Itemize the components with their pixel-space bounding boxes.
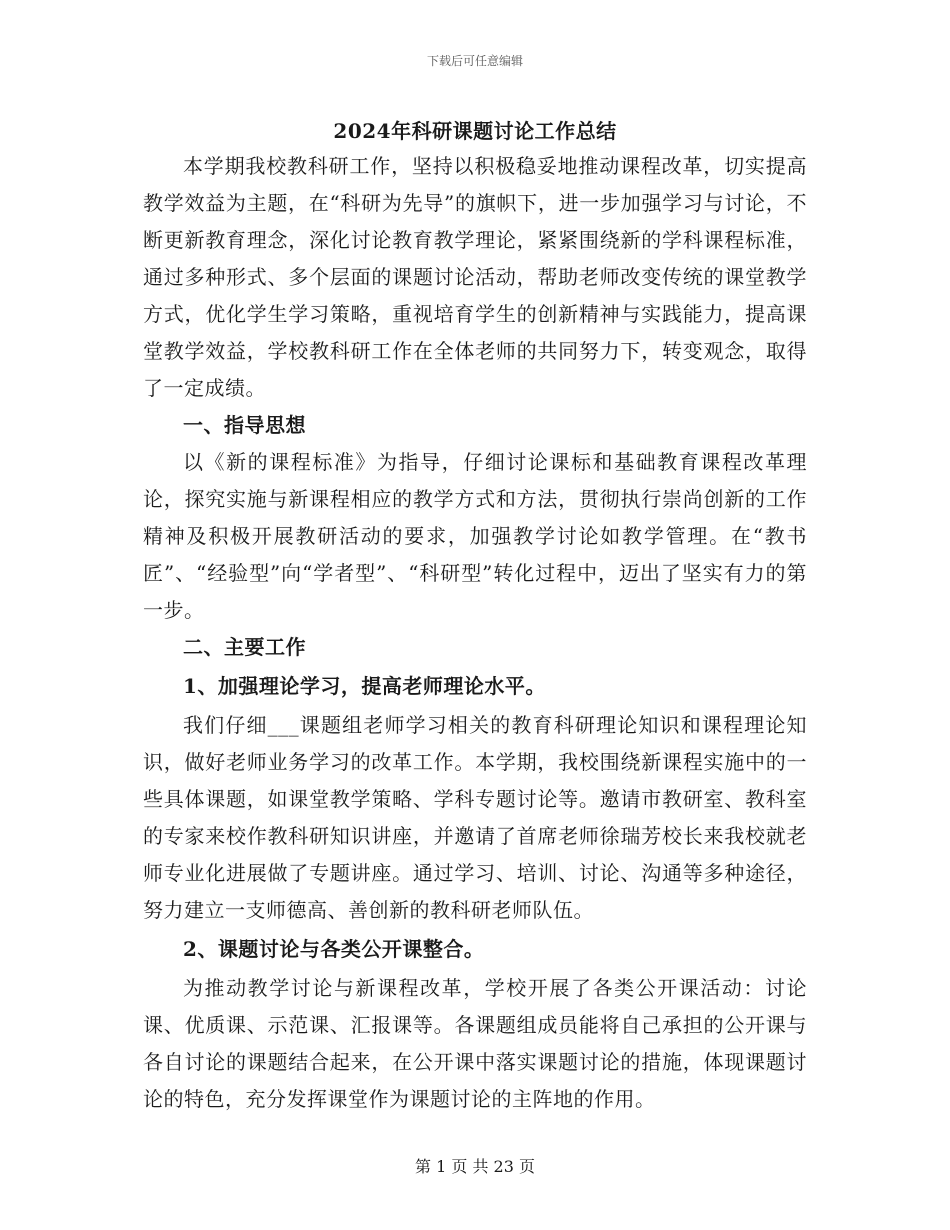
open-class-paragraph: 为推动教学讨论与新课程改革，学校开展了各类公开课活动：讨论课、优质课、示范课、汇报课等。各课题组成员能将自己承担的公开课与各自讨论的课题结合起来，在公开课中落实课题讨论的措施，体现课题讨论的特色，充分发挥课堂作为课题讨论的主阵地的作用。 — [143, 976, 807, 1111]
sub-heading-open-class: 2、课题讨论与各类公开课整合。 — [183, 937, 485, 961]
document-body — [143, 148, 807, 1118]
document-title: 2024年科研课题讨论工作总结 — [333, 119, 617, 143]
guiding-ideology-paragraph: 以《新的课程标准》为指导，仔细讨论课标和基础教育课程改革理论，探究实施与新课程相应的教学方式和方法，贯彻执行崇尚创新的工作精神及积极开展教研活动的要求，加强教学讨论如教学管理。在“教书匠”、“经验型”向“学者型”、“科研型”转化过程中，迈出了坚实有力的第一步。 — [143, 450, 807, 622]
section-heading-main-work: 二、主要工作 — [183, 635, 306, 659]
header-note: 下载后可任意编辑 — [426, 54, 523, 68]
section-heading-guiding-ideology: 一、指导思想 — [183, 413, 306, 437]
intro-paragraph: 本学期我校教科研工作，坚持以积极稳妥地推动课程改革，切实提高教学效益为主题，在“科研为先导”的旗帜下，进一步加强学习与讨论，不断更新教育理念，深化讨论教育教学理论，紧紧围绕新的学科课程标准，通过多种形式、多个层面的课题讨论活动，帮助老师改变传统的课堂教学方式，优化学生学习策略，重视培育学生的创新精神与实践能力，提高课堂教学效益，学校教科研工作在全体老师的共同努力下，转变观念，取得了一定成绩。 — [143, 154, 807, 400]
sub-heading-theory-study: 1、加强理论学习，提高老师理论水平。 — [183, 674, 546, 698]
theory-study-paragraph: 我们仔细___课题组老师学习相关的教育科研理论知识和课程理论知识，做好老师业务学习的改革工作。本学期，我校围绕新课程实施中的一些具体课题，如课堂教学策略、学科专题讨论等。邀请市教研室、教科室的专家来校作教科研知识讲座，并邀请了首席老师徐瑞芳校长来我校就老师专业化进展做了专题讲座。通过学习、培训、讨论、沟通等多种途径，努力建立一支师德高、善创新的教科研老师队伍。 — [143, 713, 807, 922]
page-number: 第 1 页 共 23 页 — [415, 1157, 535, 1176]
